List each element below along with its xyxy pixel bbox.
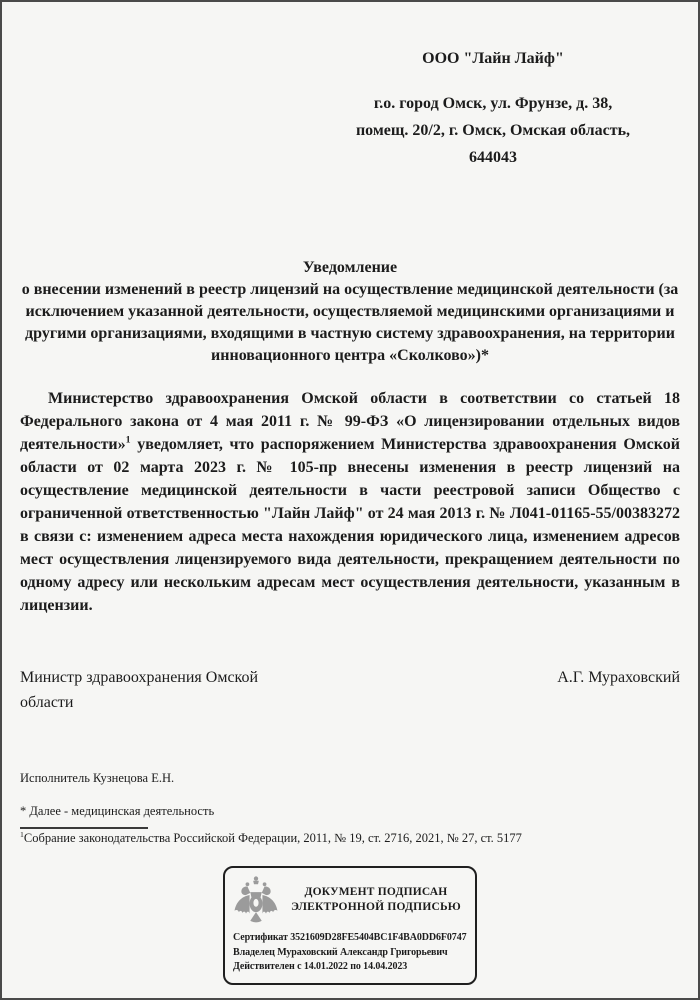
body-text-before-footnote: Министерство здравоохранения Омской области в соответствии со статьей 18 Федерального закона от 4 мая 2011 г. № 99-ФЗ «О лицензировании отдельных видов деятельности» — [20, 390, 680, 453]
signature-row — [20, 665, 680, 715]
footnote-number: 1 — [20, 829, 24, 839]
body-text-after-footnote: уведомляет, что распоряжением Министерства здравоохранения Омской области от 02 марта 2023 г. № 105-пр внесены изменения в реестр лицензий на осуществление медицинской деятельности в части реестровой записи Общество с ограниченной ответственностью "Лайн Лайф" от 24 мая 2013 г. № Л041-01165-55/00383272 в связи с: изменением адреса места нахождения юридического лица, изменением адресов мест осуществления лицензируемого вида деятельности, прекращением деятельности по одному адресу или нескольким адресам мест осуществления деятельности, указанным в лицензии. — [20, 436, 680, 614]
stamp-owner-line — [233, 946, 467, 961]
electronic-signature-stamp — [223, 866, 477, 985]
addressee-address-line: 644043 — [469, 149, 517, 166]
addressee-address-line: помещ. 20/2, г. Омск, Омская область, — [355, 122, 631, 139]
document-title — [20, 257, 680, 367]
title-heading: Уведомление — [302, 259, 398, 276]
asterisk-note: * Далее - медицинская деятельность — [20, 804, 215, 818]
stamp-title-line2: ЭЛЕКТРОННОЙ ПОДПИСЬЮ — [291, 901, 461, 913]
footnote-text: Собрание законодательства Российской Федерации, 2011, № 19, ст. 2716, 2021, № 27, ст. 5177 — [23, 831, 522, 845]
title-subject: о внесении изменений в реестр лицензий на осуществление медицинской деятельности (за исключением указанной деятельности, осуществляемой медицинскими организациями и другими организациями, входящими в частную систему здравоохранения, на территории инновационного центра «Сколково»)* — [21, 281, 679, 364]
footnote-divider — [20, 827, 148, 829]
double-headed-eagle-icon — [233, 875, 279, 925]
body-paragraph — [20, 387, 680, 617]
footnote-line — [20, 831, 680, 846]
stamp-certificate-line — [233, 931, 467, 946]
addressee-address — [332, 90, 654, 171]
footnote-reference-mark: 1 — [125, 434, 131, 446]
signatory-name: А.Г. Мураховский — [557, 669, 680, 686]
stamp-certificate-label: Сертификат — [233, 932, 288, 943]
stamp-title-line1: ДОКУМЕНТ ПОДПИСАН — [304, 886, 448, 898]
stamp-owner-value: Мураховский Александр Григорьевич — [277, 946, 448, 958]
stamp-owner-label: Владелец — [233, 946, 275, 958]
stamp-certificate-value: 3521609D28FE5404BC1F4BA0DD6F0747 — [290, 932, 467, 943]
stamp-title — [285, 885, 467, 915]
signatory-position: Министр здравоохранения Омской области — [20, 669, 259, 711]
addressee-name: ООО "Лайн Лайф" — [422, 50, 564, 67]
executor-line: Исполнитель Кузнецова Е.Н. — [20, 771, 175, 785]
stamp-validity-line: Действителен с 14.01.2022 по 14.04.2023 — [233, 961, 408, 972]
stamp-header — [233, 875, 467, 925]
addressee-block — [332, 48, 654, 171]
addressee-address-line: г.о. город Омск, ул. Фрунзе, д. 38, — [373, 95, 613, 112]
